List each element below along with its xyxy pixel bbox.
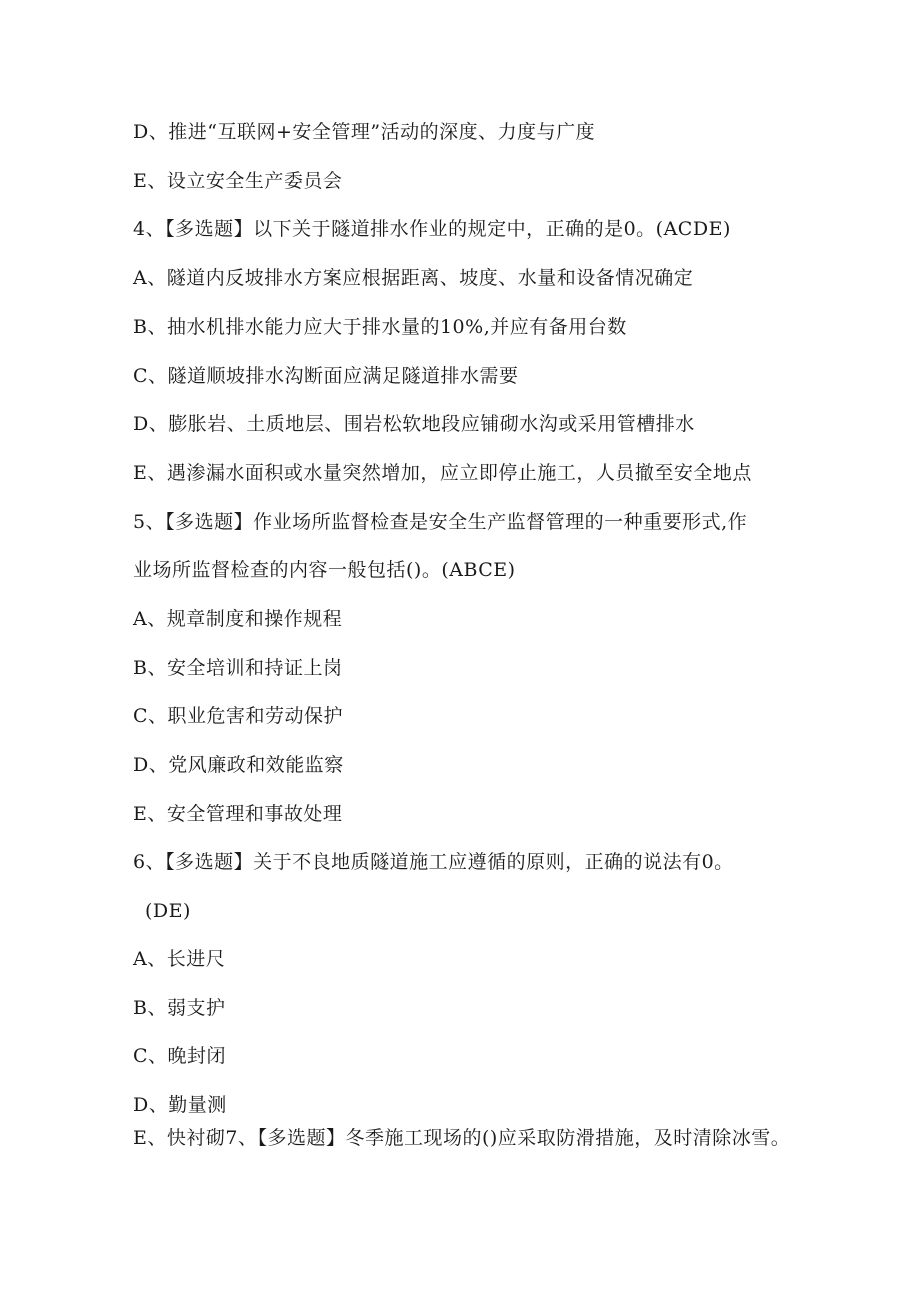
question-6-option-b: B、弱支护 — [133, 997, 226, 1019]
text-line-option-d: D、推进“互联网+安全管理”活动的深度、力度与广度 — [133, 121, 596, 143]
question-6-answer: (DE) — [145, 900, 191, 922]
question-6-option-e-question-7: E、快衬砌7、【多选题】冬季施工现场的()应采取防滑措施，及时清除冰雪。 — [133, 1127, 791, 1149]
question-4-option-b: B、抽水机排水能力应大于排水量的10%,并应有备用台数 — [133, 316, 627, 338]
text-line-option-e: E、设立安全生产委员会 — [133, 170, 343, 192]
question-4-text: 4、【多选题】以下关于隧道排水作业的规定中，正确的是0。(ACDE) — [133, 218, 731, 240]
question-5-option-c: C、职业危害和劳动保护 — [133, 705, 344, 727]
question-5-text-line-1: 5、【多选题】作业场所监督检查是安全生产监督管理的一种重要形式,作 — [133, 511, 748, 533]
question-6-option-c: C、晚封闭 — [133, 1045, 227, 1067]
question-4-option-e: E、遇渗漏水面积或水量突然增加，应立即停止施工，人员撤至安全地点 — [133, 462, 752, 484]
question-5-option-d: D、党风廉政和效能监察 — [133, 754, 344, 776]
question-4-option-a: A、隧道内反坡排水方案应根据距离、坡度、水量和设备情况确定 — [133, 267, 694, 289]
question-6-text: 6、【多选题】关于不良地质隧道施工应遵循的原则，正确的说法有0。 — [133, 851, 734, 873]
question-4-option-c: C、隧道顺坡排水沟断面应满足隧道排水需要 — [133, 365, 519, 387]
question-4-option-d: D、膨胀岩、土质地层、围岩松软地段应铺砌水沟或采用管槽排水 — [133, 413, 695, 435]
question-6-option-a: A、长进尺 — [133, 948, 226, 970]
question-5-option-a: A、规章制度和操作规程 — [133, 608, 343, 630]
question-5-option-b: B、安全培训和持证上岗 — [133, 657, 343, 679]
question-5-option-e: E、安全管理和事故处理 — [133, 803, 343, 825]
question-6-option-d: D、勤量测 — [133, 1094, 227, 1116]
question-5-text-line-2: 业场所监督检查的内容一般包括()。(ABCE) — [133, 559, 516, 581]
